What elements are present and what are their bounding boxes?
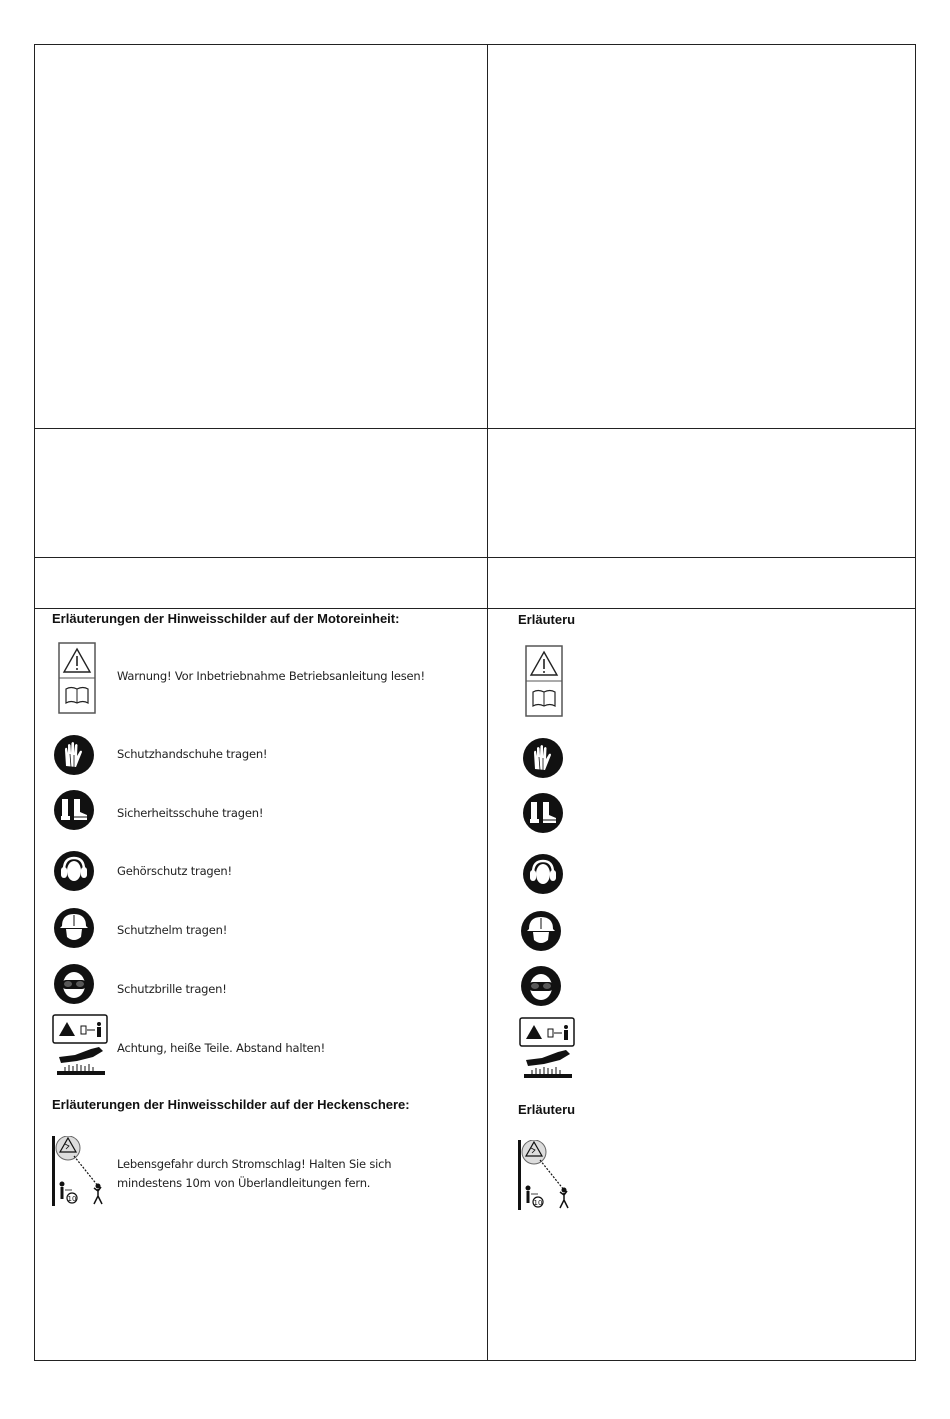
heading-motor-unit: Erläuterungen der Hinweisschilder auf der Motoreinheit: xyxy=(48,611,403,626)
label-hot-parts: Achtung, heiße Teile. Abstand halten! xyxy=(117,1041,326,1055)
label-safety-boots: Sicherheitsschuhe tragen! xyxy=(117,806,264,820)
gloves-icon-right xyxy=(522,737,564,779)
warning-manual-icon-right xyxy=(525,645,563,717)
label-power-line-line1: Lebensgefahr durch Stromschlag! Halten Sie sich xyxy=(117,1157,392,1171)
goggles-icon-right xyxy=(520,965,562,1007)
helmet-icon-right xyxy=(520,910,562,952)
column-divider xyxy=(487,44,488,1361)
power-line-hazard-icon xyxy=(52,1136,108,1208)
label-power-line-line2: mindestens 10m von Überlandleitungen fern. xyxy=(117,1176,371,1190)
label-warning-manual: Warnung! Vor Inbetriebnahme Betriebsanleitung lesen! xyxy=(117,669,425,683)
warning-manual-icon xyxy=(58,642,96,714)
goggles-icon xyxy=(53,963,95,1005)
label-goggles: Schutzbrille tragen! xyxy=(117,982,227,996)
hot-parts-icon-right xyxy=(519,1017,575,1081)
heading-hedge-trimmer-right: Erläuteru xyxy=(514,1102,588,1117)
heading-motor-unit-right: Erläuteru xyxy=(514,610,588,627)
label-ear-protection: Gehörschutz tragen! xyxy=(117,864,232,878)
row-divider-3 xyxy=(34,608,916,609)
label-gloves: Schutzhandschuhe tragen! xyxy=(117,747,268,761)
hot-parts-icon xyxy=(52,1014,108,1078)
heading-hedge-trimmer: Erläuterungen der Hinweisschilder auf der Heckenschere: xyxy=(48,1097,414,1112)
power-line-hazard-icon-right xyxy=(518,1140,574,1212)
ear-protection-icon-right xyxy=(522,853,564,895)
row-divider-2 xyxy=(34,557,916,558)
label-power-line-hazard xyxy=(117,1155,391,1193)
safety-boots-icon xyxy=(53,789,95,831)
helmet-icon xyxy=(53,907,95,949)
safety-boots-icon-right xyxy=(522,792,564,834)
gloves-icon xyxy=(53,734,95,776)
row-divider-1 xyxy=(34,428,916,429)
ear-protection-icon xyxy=(53,850,95,892)
label-helmet: Schutzhelm tragen! xyxy=(117,923,228,937)
